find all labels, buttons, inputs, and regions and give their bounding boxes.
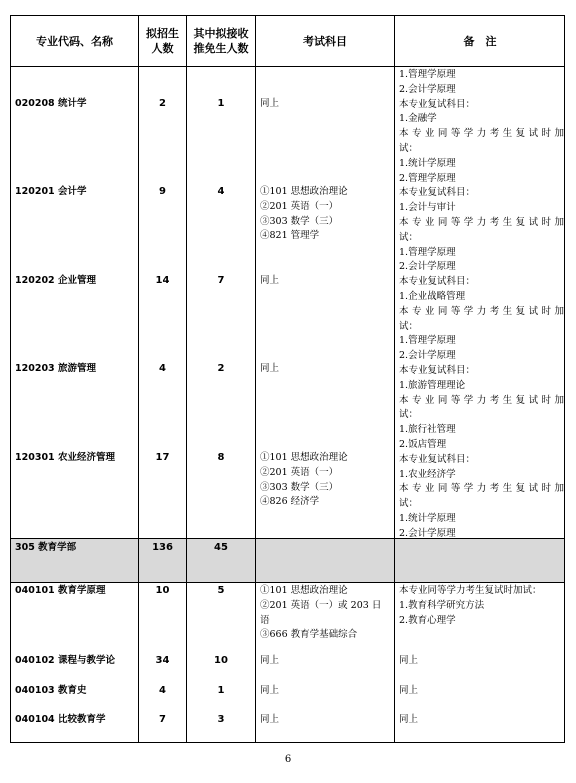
major-name: 040101 教育学原理: [15, 585, 106, 596]
plan-count: 4: [159, 685, 166, 696]
row-divider: [11, 66, 564, 67]
admissions-table: [10, 15, 565, 743]
exam-subjects: ①101 思想政治理论 ②201 英语（一）或 203 日 语 ③666 教育学基础综合: [260, 585, 382, 641]
department-exempt-count: 45: [214, 542, 228, 553]
remarks: 同上: [399, 655, 419, 666]
remarks: 本专业同等学力考生复试时加试： 1.教育科学研究方法 2.教育心理学: [399, 585, 542, 626]
exam-subjects: 同上: [260, 655, 280, 666]
header-exam-subjects: 考试科目: [303, 34, 347, 48]
exempt-count: 8: [217, 452, 225, 463]
plan-count: 10: [155, 585, 170, 596]
exempt-count: 7: [217, 275, 225, 286]
exempt-count: 10: [214, 655, 228, 666]
remarks-block: 1.管理学原理 2.会计学原理 本专业复试科目： 1.金融学 本专业同等学力考生复试时加 试： 1.统计学原理 2.管理学原理 本专业复试科目： 1.会计与审计 本专业同等学力考生复试时加 试： 1.管理学原理 2.会计学原理 本专业复试科目： 1.企业战略管理 本专业同等学力考生复试时加 试： 1.管理学原理 2.会计学原理 本专业复试科目： 1.旅游管理理论 本专业同等学力考生复试时加 试： 1.旅行社管理 2.饭店管理 本专业复试科目： 1.农业经济学 本专业同等学力考生复试时加 试： 1.统计学原理 2.会计学原理: [399, 69, 564, 539]
exam-subjects: 同上: [260, 275, 280, 286]
department-name: 305 教育学部: [15, 542, 77, 553]
exempt-count: 1: [217, 685, 225, 696]
remarks: 同上: [399, 714, 419, 725]
exempt-count: 5: [217, 585, 225, 596]
remarks: 同上: [399, 685, 419, 696]
major-name: 120202 企业管理: [15, 275, 96, 286]
exempt-count: 4: [217, 186, 225, 197]
exam-subjects: 同上: [260, 685, 280, 696]
major-name: 040102 课程与教学论: [15, 655, 115, 666]
column-divider: [255, 16, 256, 742]
plan-count: 34: [155, 655, 170, 666]
plan-count: 2: [159, 98, 166, 109]
column-divider: [138, 16, 139, 742]
major-name: 020208 统计学: [15, 98, 87, 109]
exempt-count: 2: [217, 363, 225, 374]
plan-count: 7: [159, 714, 166, 725]
exam-subjects: ①101 思想政治理论 ②201 英语（一） ③303 数学（三） ④821 管理学: [260, 186, 348, 242]
column-divider: [186, 16, 187, 742]
header-plan-count: 拟招生 人数: [146, 27, 179, 55]
plan-count: 9: [159, 186, 166, 197]
column-divider: [394, 16, 395, 742]
plan-count: 4: [159, 363, 166, 374]
major-name: 120301 农业经济管理: [15, 452, 115, 463]
header-code-name: 专业代码、名称: [36, 34, 113, 48]
major-name: 120203 旅游管理: [15, 363, 96, 374]
major-name: 120201 会计学: [15, 186, 87, 197]
plan-count: 14: [155, 275, 170, 286]
exam-subjects: 同上: [260, 363, 280, 374]
header-remarks: 备 注: [463, 34, 497, 48]
exempt-count: 3: [217, 714, 225, 725]
major-name: 040104 比较教育学: [15, 714, 106, 725]
exempt-count: 1: [217, 98, 225, 109]
exam-subjects: ①101 思想政治理论 ②201 英语（一） ③303 数学（三） ④826 经济学: [260, 452, 348, 508]
department-plan-count: 136: [152, 542, 173, 553]
plan-count: 17: [155, 452, 170, 463]
exam-subjects: 同上: [260, 714, 280, 725]
department-row-shading: [11, 538, 564, 582]
page-number: 6: [284, 754, 292, 765]
major-name: 040103 教育史: [15, 685, 87, 696]
exam-subjects: 同上: [260, 98, 280, 109]
row-divider: [11, 582, 564, 583]
header-exempt-count: 其中拟接收 推免生人数: [193, 27, 249, 55]
